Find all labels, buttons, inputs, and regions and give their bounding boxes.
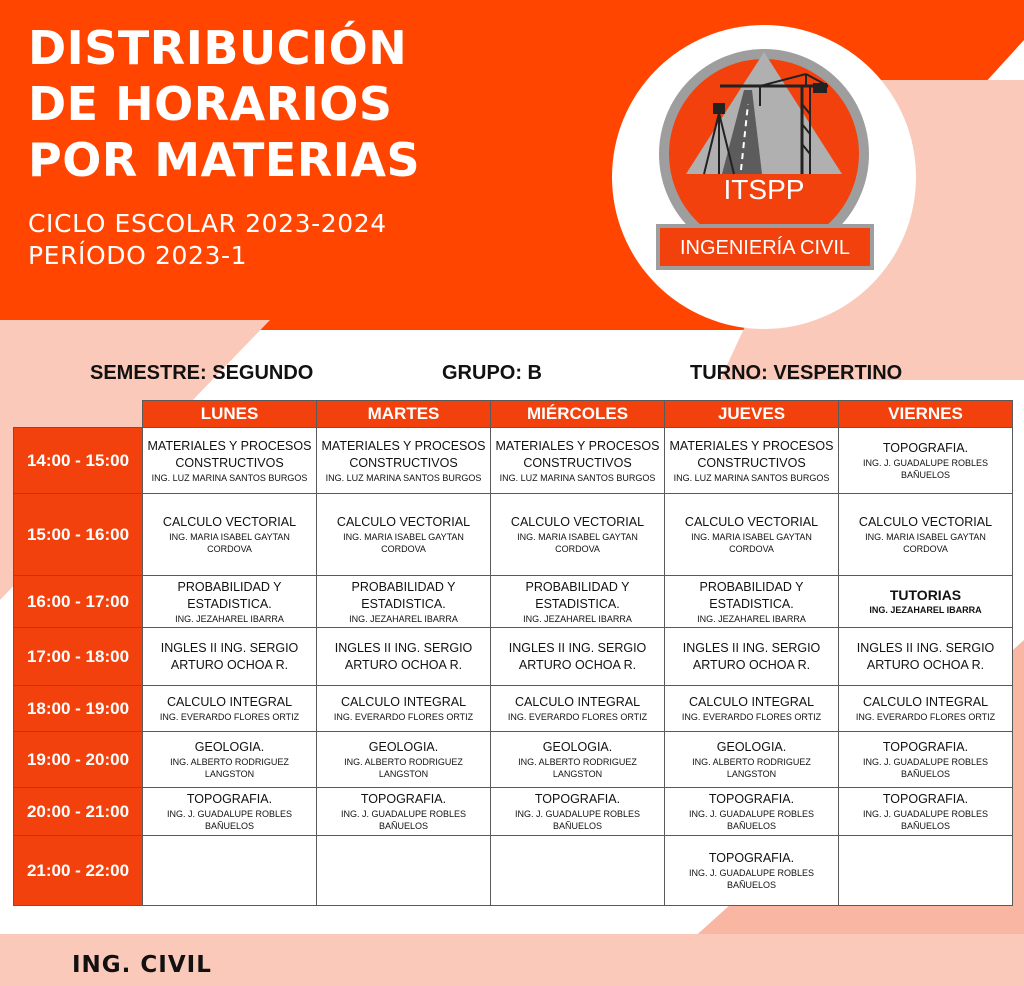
subject-name: TOPOGRAFIA.: [360, 792, 447, 806]
schedule-cell: [839, 576, 1013, 628]
subject-name: MATERIALES Y PROCESOS CONSTRUCTIVOS: [669, 438, 834, 470]
schedule-cell: [665, 494, 839, 576]
schedule-body: [14, 428, 1013, 906]
logo-acronym: ITSPP: [723, 174, 805, 205]
schedule-cell: [839, 628, 1013, 686]
schedule-cell: [839, 428, 1013, 494]
time-slot-label: 16:00 - 17:00: [14, 576, 143, 628]
footer-label: ING. CIVIL: [72, 952, 212, 978]
subject-name: GEOLOGIA.: [542, 740, 613, 754]
teacher-name: ING. J. GUADALUPE ROBLES BAÑUELOS: [862, 757, 989, 779]
schedule-cell: [491, 494, 665, 576]
teacher-name: ING. LUZ MARINA SANTOS BURGOS: [151, 472, 308, 483]
subject-name: TOPOGRAFIA.: [882, 441, 969, 455]
subject-name: TOPOGRAFIA.: [534, 792, 621, 806]
schedule-cell: [491, 428, 665, 494]
schedule-cell: [491, 686, 665, 732]
time-slot-label: 18:00 - 19:00: [14, 686, 143, 732]
subject-name: TOPOGRAFIA.: [708, 792, 795, 806]
subject-name: PROBABILIDAD Y ESTADISTICA.: [525, 579, 630, 611]
schedule-cell: [143, 732, 317, 788]
corner-cell: [14, 401, 143, 428]
schedule-cell: [665, 686, 839, 732]
subject-name: TOPOGRAFIA.: [882, 740, 969, 754]
subject-name: INGLES II ING. SERGIO ARTURO OCHOA R.: [682, 640, 821, 672]
subject-name: GEOLOGIA.: [194, 740, 265, 754]
schedule-cell: [491, 788, 665, 836]
teacher-name: ING. EVERARDO FLORES ORTIZ: [855, 712, 996, 722]
teacher-name: ING. J. GUADALUPE ROBLES BAÑUELOS: [862, 458, 989, 480]
subject-name: CALCULO INTEGRAL: [688, 695, 815, 709]
day-header: MARTES: [317, 401, 491, 428]
teacher-name: ING. J. GUADALUPE ROBLES BAÑUELOS: [514, 809, 641, 831]
subject-name: INGLES II ING. SERGIO ARTURO OCHOA R.: [334, 640, 473, 672]
teacher-name: ING. MARIA ISABEL GAYTAN CORDOVA: [517, 532, 638, 554]
time-slot-row: [14, 788, 1013, 836]
shift-label: TURNO: VESPERTINO: [690, 362, 903, 384]
teacher-name: ING. MARIA ISABEL GAYTAN CORDOVA: [691, 532, 812, 554]
school-cycle: CICLO ESCOLAR 2023-2024: [28, 209, 387, 238]
subject-name: MATERIALES Y PROCESOS CONSTRUCTIVOS: [495, 438, 660, 470]
teacher-name: ING. LUZ MARINA SANTOS BURGOS: [499, 472, 656, 483]
schedule-cell: [491, 576, 665, 628]
teacher-name: ING. ALBERTO RODRIGUEZ LANGSTON: [692, 757, 811, 779]
schedule-cell: [143, 686, 317, 732]
subject-name: CALCULO INTEGRAL: [166, 695, 293, 709]
schedule-cell: [665, 732, 839, 788]
schedule-cell: [317, 686, 491, 732]
itspp-logo: [610, 24, 918, 330]
teacher-name: ING. EVERARDO FLORES ORTIZ: [159, 712, 300, 722]
teacher-name: ING. MARIA ISABEL GAYTAN CORDOVA: [343, 532, 464, 554]
subject-name: MATERIALES Y PROCESOS CONSTRUCTIVOS: [147, 438, 312, 470]
schedule-cell: [491, 732, 665, 788]
schedule-cell: [143, 576, 317, 628]
subject-name: PROBABILIDAD Y ESTADISTICA.: [699, 579, 804, 611]
subject-name: INGLES II ING. SERGIO ARTURO OCHOA R.: [160, 640, 299, 672]
teacher-name: ING. J. GUADALUPE ROBLES BAÑUELOS: [862, 809, 989, 831]
teacher-name: ING. ALBERTO RODRIGUEZ LANGSTON: [344, 757, 463, 779]
time-slot-row: [14, 732, 1013, 788]
subject-name: TOPOGRAFIA.: [882, 792, 969, 806]
subject-name: CALCULO VECTORIAL: [510, 515, 645, 529]
subject-name: GEOLOGIA.: [716, 740, 787, 754]
schedule-cell: [839, 836, 1013, 906]
time-slot-label: 19:00 - 20:00: [14, 732, 143, 788]
subject-name: INGLES II ING. SERGIO ARTURO OCHOA R.: [508, 640, 647, 672]
schedule-cell: [665, 576, 839, 628]
schedule-cell: [317, 494, 491, 576]
schedule-cell: [491, 836, 665, 906]
schedule-cell: [665, 788, 839, 836]
title-line-1: DISTRIBUCIÓN: [28, 21, 408, 75]
subject-name: PROBABILIDAD Y ESTADISTICA.: [351, 579, 456, 611]
subject-name: TUTORIAS: [889, 587, 962, 603]
teacher-name: ING. J. GUADALUPE ROBLES BAÑUELOS: [166, 809, 293, 831]
subject-name: CALCULO INTEGRAL: [514, 695, 641, 709]
day-header: LUNES: [143, 401, 317, 428]
time-slot-row: [14, 836, 1013, 906]
time-slot-label: 20:00 - 21:00: [14, 788, 143, 836]
schedule-cell: [143, 494, 317, 576]
teacher-name: ING. JEZAHAREL IBARRA: [523, 613, 632, 624]
subject-name: TOPOGRAFIA.: [186, 792, 273, 806]
schedule-cell: [665, 628, 839, 686]
group-label: GRUPO: B: [442, 362, 542, 384]
schedule-cell: [143, 788, 317, 836]
schedule-cell: [317, 836, 491, 906]
teacher-name: ING. ALBERTO RODRIGUEZ LANGSTON: [518, 757, 637, 779]
schedule-cell: [317, 732, 491, 788]
teacher-name: ING. JEZAHAREL IBARRA: [869, 605, 982, 615]
teacher-name: ING. MARIA ISABEL GAYTAN CORDOVA: [169, 532, 290, 554]
title-line-3: POR MATERIAS: [28, 133, 421, 187]
time-slot-row: [14, 628, 1013, 686]
time-slot-row: [14, 686, 1013, 732]
day-header: VIERNES: [839, 401, 1013, 428]
schedule-cell: [143, 428, 317, 494]
day-header: JUEVES: [665, 401, 839, 428]
day-header: MIÉRCOLES: [491, 401, 665, 428]
time-slot-label: 14:00 - 15:00: [14, 428, 143, 494]
teacher-name: ING. LUZ MARINA SANTOS BURGOS: [673, 472, 830, 483]
time-slot-label: 21:00 - 22:00: [14, 836, 143, 906]
semester-label: SEMESTRE: SEGUNDO: [90, 362, 314, 384]
schedule-cell: [143, 836, 317, 906]
schedule-cell: [839, 494, 1013, 576]
teacher-name: ING. MARIA ISABEL GAYTAN CORDOVA: [865, 532, 986, 554]
teacher-name: ING. JEZAHAREL IBARRA: [349, 613, 458, 624]
schedule-cell: [143, 628, 317, 686]
subject-name: CALCULO VECTORIAL: [162, 515, 297, 529]
title-line-2: DE HORARIOS: [28, 77, 393, 131]
schedule-cell: [665, 836, 839, 906]
subject-name: GEOLOGIA.: [368, 740, 439, 754]
subject-name: INGLES II ING. SERGIO ARTURO OCHOA R.: [856, 640, 995, 672]
time-slot-row: [14, 428, 1013, 494]
schedule-cell: [317, 628, 491, 686]
teacher-name: ING. J. GUADALUPE ROBLES BAÑUELOS: [688, 868, 815, 890]
schedule-cell: [491, 628, 665, 686]
teacher-name: ING. LUZ MARINA SANTOS BURGOS: [325, 472, 482, 483]
time-slot-row: [14, 576, 1013, 628]
teacher-name: ING. J. GUADALUPE ROBLES BAÑUELOS: [688, 809, 815, 831]
subject-name: CALCULO VECTORIAL: [858, 515, 993, 529]
schedule-cell: [839, 732, 1013, 788]
subject-name: CALCULO VECTORIAL: [684, 515, 819, 529]
teacher-name: ING. JEZAHAREL IBARRA: [175, 613, 284, 624]
schedule-table: [13, 400, 1013, 906]
subject-name: CALCULO INTEGRAL: [862, 695, 989, 709]
teacher-name: ING. JEZAHAREL IBARRA: [697, 613, 806, 624]
subject-name: PROBABILIDAD Y ESTADISTICA.: [177, 579, 282, 611]
period: PERÍODO 2023-1: [28, 241, 248, 270]
schedule-cell: [665, 428, 839, 494]
logo-program: INGENIERÍA CIVIL: [679, 237, 851, 259]
day-header-row: [14, 401, 1013, 428]
schedule-cell: [839, 686, 1013, 732]
time-slot-row: [14, 494, 1013, 576]
schedule-cell: [839, 788, 1013, 836]
time-slot-label: 15:00 - 16:00: [14, 494, 143, 576]
subject-name: MATERIALES Y PROCESOS CONSTRUCTIVOS: [321, 438, 486, 470]
time-slot-label: 17:00 - 18:00: [14, 628, 143, 686]
schedule-cell: [317, 428, 491, 494]
schedule-cell: [317, 788, 491, 836]
teacher-name: ING. J. GUADALUPE ROBLES BAÑUELOS: [340, 809, 467, 831]
teacher-name: ING. EVERARDO FLORES ORTIZ: [333, 712, 474, 722]
subject-name: CALCULO INTEGRAL: [340, 695, 467, 709]
subject-name: CALCULO VECTORIAL: [336, 515, 471, 529]
teacher-name: ING. EVERARDO FLORES ORTIZ: [681, 712, 822, 722]
schedule-cell: [317, 576, 491, 628]
teacher-name: ING. EVERARDO FLORES ORTIZ: [507, 712, 648, 722]
subject-name: TOPOGRAFIA.: [708, 851, 795, 865]
teacher-name: ING. ALBERTO RODRIGUEZ LANGSTON: [170, 757, 289, 779]
